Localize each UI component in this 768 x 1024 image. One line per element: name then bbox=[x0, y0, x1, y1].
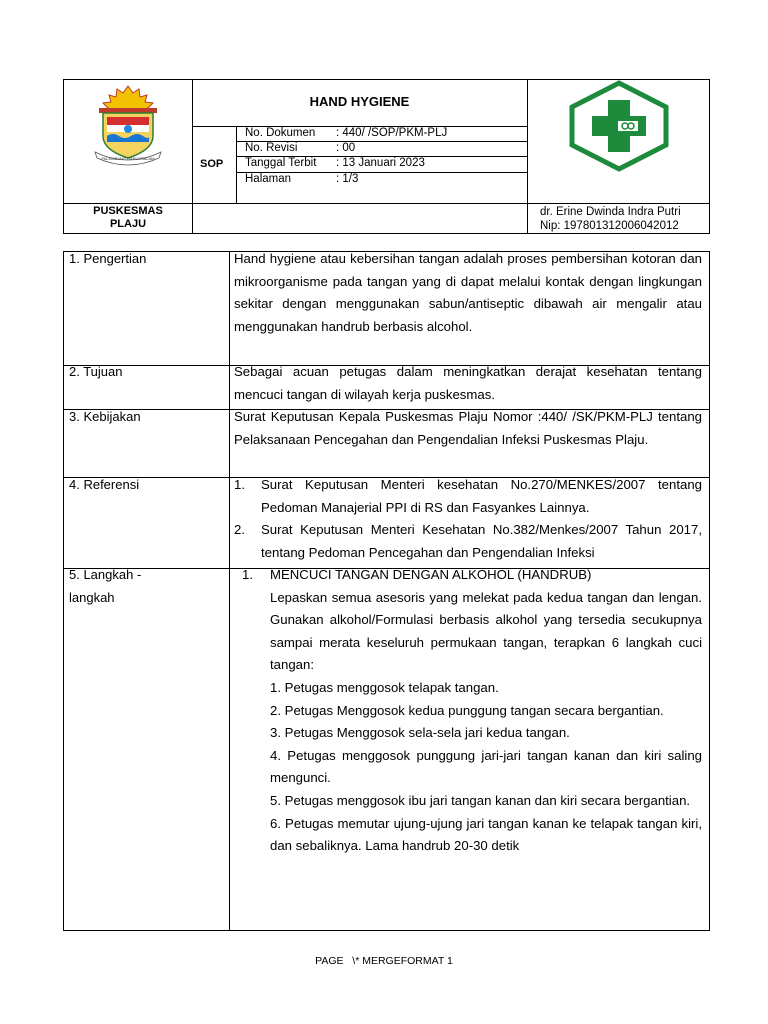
reference-number: 1. bbox=[234, 477, 245, 492]
doc-value: : 00 bbox=[336, 142, 356, 154]
signer-block bbox=[540, 205, 681, 233]
reference-text: Surat Keputusan Menteri Kesehatan No.382/Menkes/2007 Tahun 2017, tentang Pedoman Pencegahan dan Pengendalian Infeksi bbox=[261, 522, 702, 560]
reference-number: 2. bbox=[234, 522, 245, 538]
svg-text:PALEMBANG DARUSSALAM: PALEMBANG DARUSSALAM bbox=[101, 156, 155, 161]
doc-value: : 1/3 bbox=[336, 173, 359, 185]
substep: 5. Petugas menggosok ibu jari tangan kanan dan kiri secara bergantian. bbox=[270, 792, 691, 808]
section-label: 1. Pengertian bbox=[69, 251, 147, 266]
label-column-divider bbox=[229, 252, 230, 930]
step-item bbox=[234, 564, 702, 587]
section-text: Hand hygiene atau kebersihan tangan adalah proses pembersihan kotoran dan mikroorganisme pada tangan yang di dapat melalui kontak dengan lingkungan sekitar dengan menggunakan sabun/antiseptic dibawah air mengalir atau menggunakan handrub berbasis alcohol. bbox=[234, 251, 702, 334]
section-label bbox=[69, 564, 224, 609]
substep: 2. Petugas Menggosok kedua punggung tangan secara bergantian. bbox=[270, 702, 664, 718]
doc-label: Halaman bbox=[245, 173, 292, 185]
doc-label: No. Revisi bbox=[245, 142, 298, 154]
doc-label: No. Dokumen bbox=[245, 127, 316, 139]
reference-item bbox=[234, 519, 702, 564]
doc-value: : 440/ /SOP/PKM-PLJ bbox=[336, 127, 448, 139]
sop-header bbox=[63, 79, 710, 234]
sop-content-table bbox=[63, 251, 710, 931]
section-label: 2. Tujuan bbox=[69, 364, 123, 379]
reference-text: Surat Keputusan Menteri kesehatan No.270/MENKES/2007 tentang Pedoman Manajerial PPI di RS dan Fasyankes Lainnya. bbox=[261, 477, 702, 515]
document-title: HAND HYGIENE bbox=[309, 94, 410, 109]
puskesmas-line-1: PUSKESMAS bbox=[93, 205, 163, 217]
header-divider-right bbox=[527, 80, 528, 233]
puskesmas-line-2: PLAJU bbox=[109, 218, 147, 230]
signer-name: dr. Erine Dwinda Indra Putri bbox=[540, 206, 681, 218]
puskesmas-name bbox=[64, 205, 192, 231]
step-intro: Lepaskan semua asesoris yang melekat pada kedua tangan dan lengan. Gunakan alkohol/Formulasi berbasis alkohol yang tersedia secukupnya sampai merata keseluruh permukaan tangan, terapkan 6 langkah cuci tangan: bbox=[270, 589, 702, 673]
puskesmas-logo bbox=[564, 80, 674, 172]
section-label-line-2: langkah bbox=[69, 589, 115, 605]
sop-divider bbox=[236, 126, 237, 203]
step-title: MENCUCI TANGAN DENGAN ALKOHOL (HANDRUB) bbox=[270, 567, 592, 582]
substep: 3. Petugas Menggosok sela-sela jari kedua tangan. bbox=[270, 725, 570, 741]
section-label: 3. Kebijakan bbox=[69, 409, 141, 424]
substep: 6. Petugas memutar ujung-ujung jari tangan kanan ke telapak tangan kiri, dan sebaliknya. Lama handrub 20-30 detik bbox=[270, 815, 702, 854]
section-label-line-1: 5. Langkah - bbox=[69, 567, 142, 582]
page-footer: PAGE \* MERGEFORMAT 1 bbox=[315, 955, 453, 967]
doc-label: Tanggal Terbit bbox=[245, 157, 317, 169]
reference-item bbox=[234, 474, 702, 519]
section-text: Sebagai acuan petugas dalam meningkatkan derajat kesehatan tentang mencuci tangan di wilayah kerja puskesmas. bbox=[234, 364, 702, 402]
footer-row-divider bbox=[64, 203, 709, 204]
sop-label: SOP bbox=[200, 158, 224, 170]
step-body bbox=[234, 587, 702, 858]
reference-list bbox=[234, 474, 702, 564]
substep: 4. Petugas menggosok punggung jari-jari tangan kanan dan kiri saling mengunci. bbox=[270, 747, 702, 786]
section-text: Surat Keputusan Kepala Puskesmas Plaju Nomor :440/ /SK/PKM-PLJ tentang Pelaksanaan Pencegahan dan Pengendalian Infeksi Puskesmas Plaju. bbox=[234, 409, 702, 447]
section-label: 4. Referensi bbox=[69, 477, 140, 492]
steps bbox=[234, 564, 702, 858]
signer-nip: Nip: 197801312006042012 bbox=[540, 220, 679, 232]
substep: 1. Petugas menggosok telapak tangan. bbox=[270, 679, 499, 695]
doc-value: : 13 Januari 2023 bbox=[336, 157, 425, 169]
step-number: 1. bbox=[242, 567, 253, 582]
palembang-city-logo bbox=[89, 84, 167, 166]
